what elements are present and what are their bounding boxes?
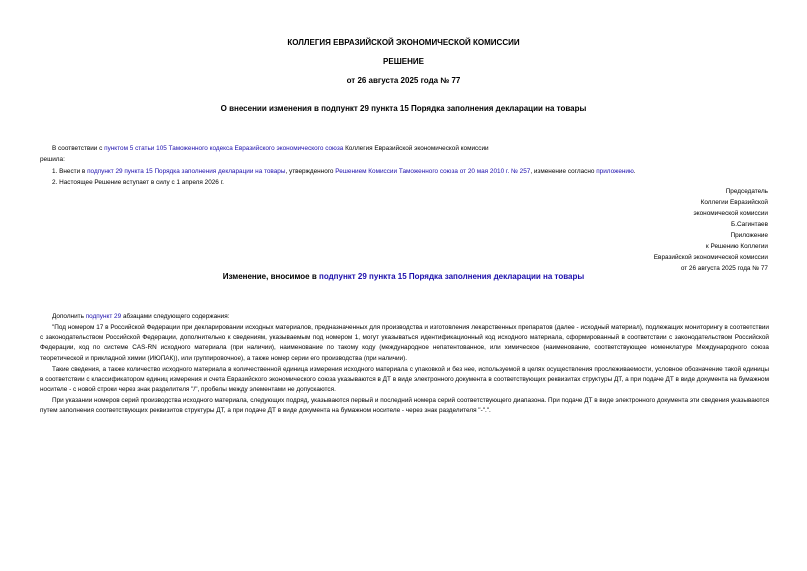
decided-label: решила:: [40, 156, 65, 163]
amendment-title: [0, 272, 807, 282]
signature-line-2: Коллегии Евразийской: [700, 199, 768, 206]
date-number-heading: от 26 августа 2025 года № 77: [346, 76, 461, 85]
signature-line-3: экономической комиссии: [693, 210, 768, 217]
appendix-line-3: Евразийской экономической комиссии: [653, 254, 768, 261]
appendix-line-2: к Решению Коллегии: [705, 243, 768, 250]
amendment-paragraph-3: При указании номеров серий производства исходного материала, следующих подряд, указываются первый и последний номера серий соответствующего диапазона. При подаче ДТ в виде электронного документа эти сведения указываются путем заполнения соответствующих реквизитов структуры ДТ, а при подаче ДТ в виде документа на бумажном носителе - через знак разделителя "-".".: [40, 397, 769, 415]
document-title: О внесении изменения в подпункт 29 пункта 15 Порядка заполнения декларации на товары: [220, 104, 587, 113]
item-1: [52, 168, 636, 176]
subpoint-29-link[interactable]: подпункт 29 пункта 15 Порядка заполнения декларации на товары: [87, 168, 286, 175]
item1-mid2: , изменение согласно: [530, 168, 597, 175]
decision-257-link[interactable]: Решением Комиссии Таможенного союза от 20 мая 2010 г. № 257: [335, 168, 531, 175]
org-heading: КОЛЛЕГИЯ ЕВРАЗИЙСКОЙ ЭКОНОМИЧЕСКОЙ КОМИССИИ: [287, 38, 520, 47]
preamble-suffix: Коллегия Евразийской экономической комиссии: [343, 145, 489, 152]
subpoint-29-short-link[interactable]: подпункт 29: [85, 313, 122, 320]
signature-name: Б.Сагинтаев: [731, 221, 768, 228]
signature-line-1: Председатель: [725, 188, 768, 195]
item1-prefix: 1. Внести в: [52, 168, 88, 175]
item1-end: .: [633, 168, 636, 175]
amendment-intro-prefix: Дополнить: [52, 313, 86, 320]
item1-mid: , утвержденного: [285, 168, 336, 175]
appendix-line-4: от 26 августа 2025 года № 77: [680, 265, 768, 272]
amendment-intro: [52, 313, 229, 321]
customs-code-link[interactable]: пунктом 5 статьи 105 Таможенного кодекса Евразийского экономического союза: [104, 145, 344, 152]
appendix-link[interactable]: приложению: [596, 168, 634, 175]
preamble: [52, 145, 489, 153]
amendment-paragraph-1: "Под номером 17 в Российской Федерации при декларировании исходных материалов, предназначенных для производства и изготовления лекарственных препаратов (далее - исходный материал), подлежащих мониторингу в соответствии с законодательством Российской Федерации, дополнительно к сведениям, указываемым под номером 1, могут указываться идентификационный код исходного материала, сформированный в соответствии с законодательством Российской Федерации, код по системе CAS-RN исходного материала (при наличии), наименование по такому коду (международное непатентованное, или химическое (наименование, соответствующее номенклатуре Международного союза теоретической и прикладной химии (ИЮПАК)), или группировочное), а также номер серии его производства (при наличии).: [40, 324, 769, 362]
amendment-title-prefix: Изменение, вносимое в: [222, 272, 319, 281]
amendment-title-link[interactable]: подпункт 29 пункта 15 Порядка заполнения декларации на товары: [318, 272, 585, 281]
item-2: 2. Настоящее Решение вступает в силу с 1 апреля 2026 г.: [52, 179, 224, 186]
preamble-prefix: В соответствии с: [52, 145, 105, 152]
appendix-line-1: Приложение: [730, 232, 768, 239]
amendment-intro-suffix: абзацами следующего содержания:: [121, 313, 230, 320]
amendment-paragraph-2: Такие сведения, а также количество исходного материала в количественной единица измерения исходного материала с упаковкой и без нее, используемой в целях осуществления прослеживаемости, условное обозначение такой единицы в соответствии с классификатором единиц измерения и счета Евразийского экономического союза указываются в ДТ в виде электронного документа в соответствующих реквизитах структуры ДТ, а при подаче ДТ в виде документа на бумажном носителе - с новой строки через знак разделителя "/", пробелы между элементами не допускаются.: [40, 366, 769, 394]
doc-type-heading: РЕШЕНИЕ: [383, 57, 424, 66]
